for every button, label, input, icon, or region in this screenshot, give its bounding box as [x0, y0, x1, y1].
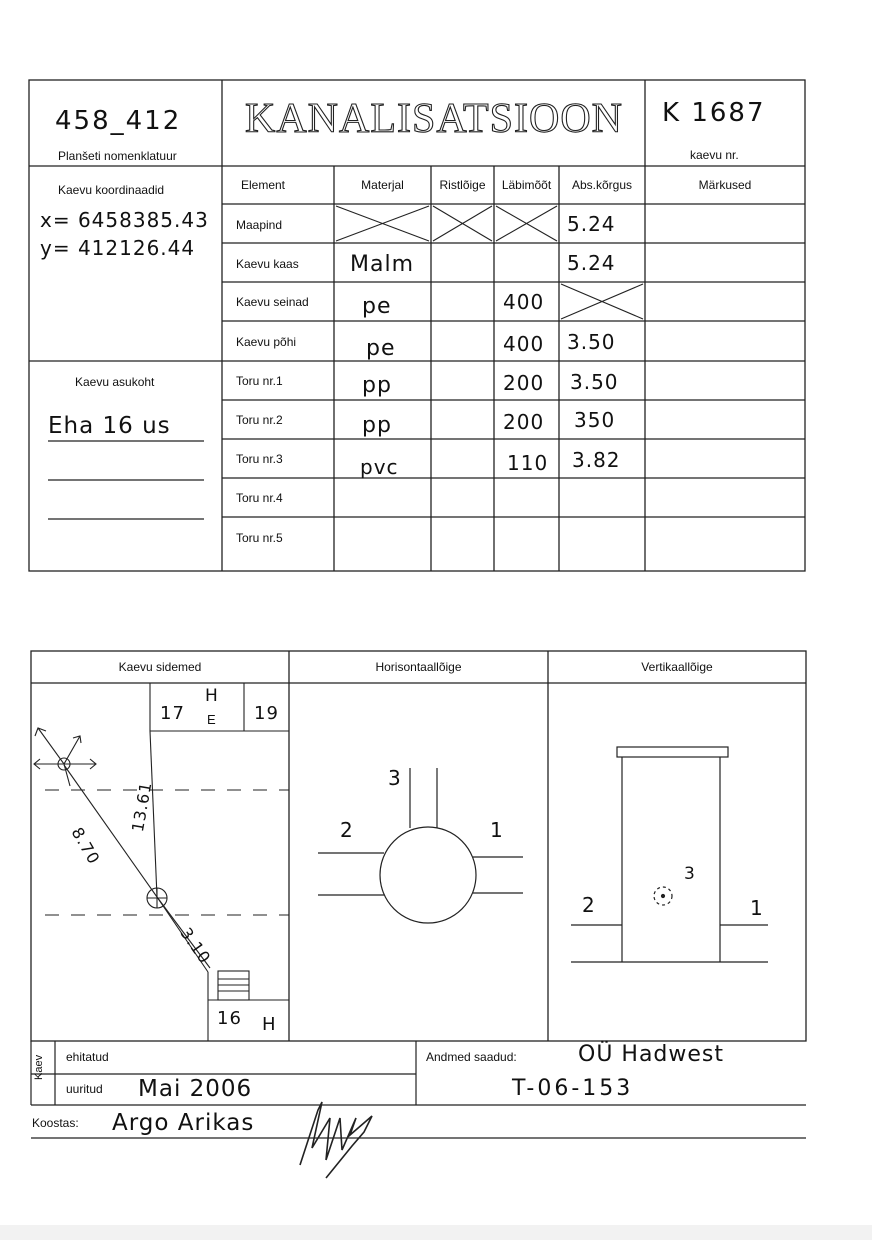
plansheet-value: 458_412 — [55, 106, 182, 136]
signature — [300, 1102, 372, 1178]
page-title: KANALISATSIOON — [245, 96, 623, 142]
col-header-material: Materjal — [361, 178, 404, 192]
well-number-label: kaevu nr. — [690, 148, 739, 162]
author-label: Koostas: — [32, 1116, 79, 1130]
diameter-cell: 400 — [503, 332, 545, 356]
well-number-value: K 1687 — [662, 98, 766, 128]
height-cell: 5.24 — [567, 251, 616, 275]
built-label: ehitatud — [66, 1050, 109, 1064]
table-row-label: Toru nr.1 — [236, 374, 283, 388]
data-source-code: T-06-153 — [512, 1076, 634, 1101]
sketch-house-number: 16 — [217, 1008, 242, 1029]
location-value: Eha 16 us — [48, 413, 171, 439]
material-cell: pp — [362, 373, 392, 398]
table-row-label: Kaevu seinad — [236, 295, 309, 309]
sketch-house-number: 19 — [254, 703, 279, 724]
plansheet-label: Planšeti nomenklatuur — [58, 149, 177, 163]
footer-side-label: Kaev — [33, 1054, 45, 1080]
material-cell: pvc — [360, 455, 399, 479]
pipe-label: 2 — [582, 893, 596, 917]
coord-y-value: y= 412126.44 — [40, 236, 196, 260]
diameter-cell: 400 — [503, 290, 545, 314]
sketch-house-letter: H — [205, 686, 219, 706]
material-cell: Malm — [350, 252, 415, 277]
sketch-distance-label: 8.70 — [67, 824, 104, 868]
pipe-label: 1 — [490, 818, 504, 842]
table-row-label: Kaevu kaas — [236, 257, 299, 271]
height-cell: 5.24 — [567, 212, 616, 236]
section-title-ties: Kaevu sidemed — [118, 660, 202, 674]
diameter-cell: 200 — [503, 371, 545, 395]
site-sketch — [34, 683, 289, 1041]
location-label: Kaevu asukoht — [75, 375, 155, 389]
pipe-label: 3 — [684, 864, 696, 884]
col-header-height: Abs.kõrgus — [571, 178, 633, 192]
pipe-label: 3 — [388, 766, 402, 790]
surveyed-value: Mai 2006 — [138, 1076, 253, 1102]
height-cell: 350 — [574, 408, 616, 432]
material-cell: pp — [362, 413, 392, 438]
table-row-label: Toru nr.2 — [236, 413, 283, 427]
scan-bottom-band — [0, 1225, 872, 1240]
data-source-company: OÜ Hadwest — [578, 1042, 725, 1067]
author-value: Argo Arikas — [112, 1110, 255, 1136]
table-row-label: Kaevu põhi — [236, 335, 297, 349]
sketch-house-number: 17 — [160, 703, 185, 724]
coords-label: Kaevu koordinaadid — [58, 183, 165, 197]
pipe-label: 2 — [340, 818, 354, 842]
table-row-label: Maapind — [236, 218, 283, 232]
height-cell: 3.50 — [570, 370, 619, 394]
section-title-vertical: Vertikaallõige — [641, 660, 713, 674]
col-header-section: Ristlõige — [439, 178, 486, 192]
sketch-distance-label: 13.61 — [128, 779, 156, 834]
col-header-notes: Märkused — [698, 178, 752, 192]
sketch-house-letter: H — [262, 1014, 277, 1035]
height-cell: 3.50 — [567, 330, 616, 354]
material-cell: pe — [366, 336, 396, 361]
data-source-label: Andmed saadud: — [426, 1050, 517, 1064]
section-title-horizontal: Horisontaallõige — [375, 660, 462, 674]
horizontal-section-drawing — [318, 768, 523, 923]
table-row-label: Toru nr.3 — [236, 452, 283, 466]
col-header-element: Element — [240, 178, 286, 192]
diameter-cell: 110 — [507, 451, 549, 475]
coord-x-value: x= 6458385.43 — [40, 208, 209, 232]
sketch-house-letter: E — [207, 712, 216, 727]
table-row-label: Toru nr.4 — [236, 491, 283, 505]
col-header-diameter: Läbimõõt — [501, 178, 552, 192]
material-cell: pe — [362, 294, 392, 319]
surveyed-label: uuritud — [66, 1082, 103, 1096]
vertical-section-drawing — [571, 747, 768, 962]
height-cell: 3.82 — [572, 448, 621, 472]
pipe-label: 1 — [750, 896, 764, 920]
sketch-distance-label: 3.10 — [176, 924, 215, 968]
diameter-cell: 200 — [503, 410, 545, 434]
table-row-label: Toru nr.5 — [236, 531, 283, 545]
